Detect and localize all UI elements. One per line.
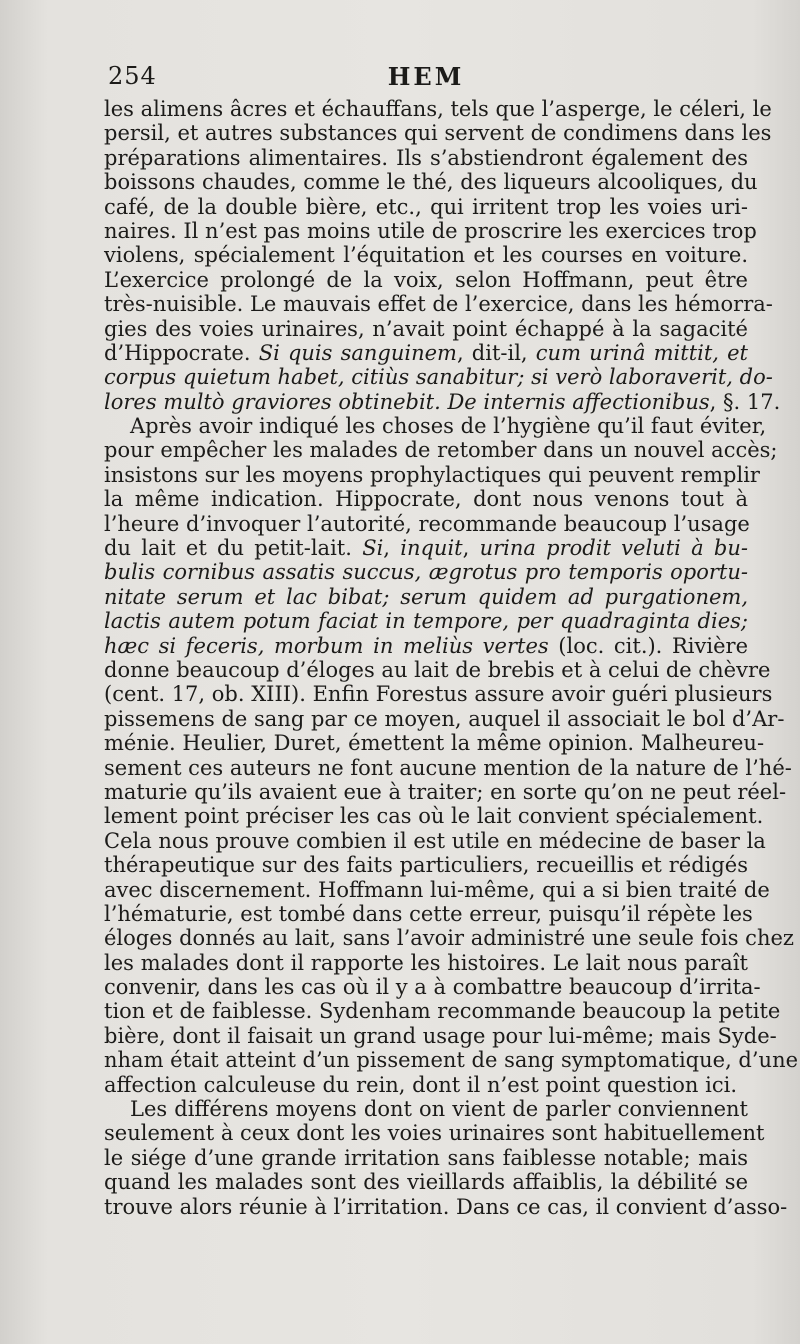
text-segment: convenir, dans les cas où il y a à combattre beaucoup d’irrita- <box>104 975 761 1000</box>
italic-segment: lores multò graviores obtinebit. De internis affectionibus <box>104 389 710 414</box>
text-segment: l’hématurie, est tombé dans cette erreur, puisqu’il répète les <box>104 901 753 926</box>
text-line <box>104 1170 748 1194</box>
text-segment: trouve alors réunie à l’irritation. Dans ce cas, il convient d’asso- <box>104 1194 788 1219</box>
italic-segment: nitate serum et lac bibat; serum quidem ad purgationem, <box>104 584 748 609</box>
text-segment: persil, et autres substances qui servent de condimens dans les <box>104 121 772 146</box>
text-line <box>104 682 773 707</box>
text-line <box>104 877 770 902</box>
text-line <box>104 146 748 170</box>
text-line <box>104 731 765 756</box>
text-line <box>104 195 748 219</box>
text-segment: , dit-il, <box>456 340 536 365</box>
text-segment: L’exercice prolongé de la voix, selon Hoffmann, peut être <box>104 267 748 292</box>
text-segment: , §. 17. <box>709 389 781 414</box>
text-line <box>104 536 748 560</box>
italic-segment: inquit <box>400 536 463 561</box>
text-line <box>104 1048 799 1073</box>
text-segment: Cela nous prouve combien il est utile en médecine de baser la <box>104 828 766 853</box>
text-segment: Après avoir indiqué les choses de l’hygiène qu’il faut éviter, <box>130 414 767 439</box>
text-line <box>104 657 771 682</box>
text-segment: le siége d’une grande irritation sans faiblesse notable; mais <box>104 1145 748 1170</box>
text-segment: d’Hippocrate. <box>104 340 259 365</box>
text-segment: , <box>383 536 401 561</box>
text-segment: pour empêcher les malades de retomber dans un nouvel accès; <box>104 438 778 463</box>
text-line <box>104 609 748 633</box>
italic-segment: hæc si feceris, morbum in meliùs vertes <box>104 633 549 658</box>
text-line <box>104 317 748 341</box>
body-text <box>104 97 799 1219</box>
text-line <box>104 828 766 853</box>
text-segment: gies des voies urinaires, n’avait point échappé à la sagacité <box>104 316 748 341</box>
text-line <box>104 706 785 731</box>
text-segment: (loc. cit.). Rivière <box>548 633 748 658</box>
text-line <box>104 218 757 243</box>
italic-segment: corpus quietum habet, citiùs sanabitur; si verò laboraverit, do- <box>104 365 773 390</box>
text-segment: insistons sur les moyens prophylactiques qui peuvent remplir <box>104 462 760 487</box>
text-segment: boissons chaudes, comme le thé, des liqueurs alcooliques, du <box>104 170 758 195</box>
text-line <box>104 1097 748 1121</box>
text-segment: naires. Il n’est pas moins utile de proscrire les exercices trop <box>104 218 757 243</box>
text-line <box>104 97 772 121</box>
text-segment: éloges donnés au lait, sans l’avoir administré une seule fois chez <box>104 926 794 951</box>
text-line <box>104 901 753 926</box>
text-segment: la même indication. Hippocrate, dont nous venons tout à <box>104 487 748 512</box>
text-line <box>104 804 764 829</box>
text-line <box>104 292 773 317</box>
italic-segment: lactis autem potum faciat in tempore, per quadraginta dies; <box>104 609 748 634</box>
italic-segment: cum urinâ mittit, et <box>535 340 748 365</box>
text-segment: préparations alimentaires. Ils s’abstiendront également des <box>104 145 748 170</box>
text-line <box>104 585 748 609</box>
paragraph <box>104 97 781 414</box>
text-line <box>104 341 748 365</box>
italic-segment: urina prodit veluti à bu- <box>479 536 748 561</box>
page-header <box>108 62 744 94</box>
text-segment: sement ces auteurs ne font aucune mention de la nature de l’hé- <box>104 755 792 780</box>
text-segment: bière, dont il faisait un grand usage pour lui-même; mais Syde- <box>104 1023 777 1048</box>
text-line <box>104 243 748 267</box>
text-line <box>104 438 778 463</box>
text-line <box>104 853 748 877</box>
text-segment: donne beaucoup d’éloges au lait de brebis et à celui de chèvre <box>104 657 771 682</box>
text-line <box>104 755 792 780</box>
text-line <box>104 560 748 584</box>
text-segment: les malades dont il rapporte les histoires. Le lait nous paraît <box>104 950 748 975</box>
text-segment: les alimens âcres et échauffans, tels que l’asperge, le céleri, le <box>104 97 772 121</box>
text-line <box>104 634 748 658</box>
text-segment: affection calculeuse du rein, dont il n’est point question ici. <box>104 1072 737 1097</box>
text-line <box>104 1194 788 1219</box>
text-segment: quand les malades sont des vieillards affaiblis, la débilité se <box>104 1170 748 1195</box>
text-segment: tion et de faiblesse. Sydenham recommande beaucoup la petite <box>104 999 781 1024</box>
text-segment: du lait et du petit-lait. <box>104 536 363 561</box>
text-segment: violens, spécialement l’équitation et les courses en voiture. <box>104 243 748 268</box>
text-line <box>104 926 794 951</box>
text-segment: l’heure d’invoquer l’autorité, recommande beaucoup l’usage <box>104 511 750 536</box>
text-line <box>104 975 761 1000</box>
italic-segment: Si <box>362 536 384 561</box>
text-line <box>104 462 760 487</box>
text-segment: lement point préciser les cas où le lait convient spécialement. <box>104 804 764 829</box>
paragraph <box>104 414 799 1097</box>
text-line <box>104 1146 748 1170</box>
text-segment: (cent. 17, ob. XIII). Enfin Forestus assure avoir guéri plusieurs <box>104 682 773 707</box>
text-line <box>104 1023 777 1048</box>
text-line <box>104 487 748 511</box>
text-line <box>104 170 758 195</box>
text-line <box>104 121 772 146</box>
text-line <box>104 365 773 390</box>
text-segment: café, de la double bière, etc., qui irritent trop les voies uri- <box>104 194 748 219</box>
page-number: 254 <box>108 62 157 90</box>
text-segment: ménie. Heulier, Duret, émettent la même opinion. Malheureu- <box>104 731 765 756</box>
text-line <box>104 779 787 804</box>
text-segment: avec discernement. Hoffmann lui-même, qui a si bien traité de <box>104 877 770 902</box>
running-head: HEM <box>387 62 465 91</box>
italic-segment: bulis cornibus assatis succus, ægrotus pro temporis oportu- <box>104 560 748 585</box>
text-segment: nham était atteint d’un pissement de sang symptomatique, d’une <box>104 1048 799 1073</box>
text-segment: très-nuisible. Le mauvais effet de l’exercice, dans les hémorra- <box>104 292 773 317</box>
text-line <box>104 512 748 536</box>
text-line <box>104 1121 765 1146</box>
text-line <box>104 268 748 292</box>
text-line <box>104 1073 748 1097</box>
text-line <box>104 999 781 1024</box>
text-line <box>104 951 748 975</box>
text-segment: , <box>462 536 480 561</box>
text-segment: Les différens moyens dont on vient de parler conviennent <box>130 1097 748 1122</box>
paragraph <box>104 1097 788 1219</box>
text-line <box>104 389 781 414</box>
text-segment: thérapeutique sur des faits particuliers, recueillis et rédigés <box>104 853 748 878</box>
text-segment: maturie qu’ils avaient eue à traiter; en sorte qu’on ne peut réel- <box>104 779 787 804</box>
text-segment: seulement à ceux dont les voies urinaires sont habituellement <box>104 1121 765 1146</box>
italic-segment: Si quis sanguinem <box>258 340 457 365</box>
text-segment: pissemens de sang par ce moyen, auquel il associait le bol d’Ar- <box>104 706 785 731</box>
text-line <box>104 414 767 439</box>
